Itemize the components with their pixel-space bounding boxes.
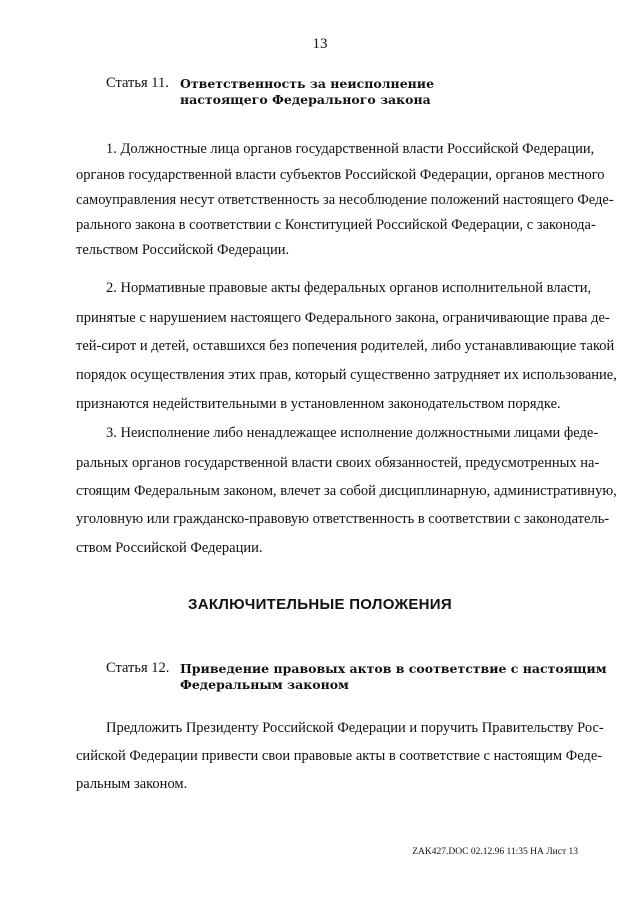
- text-line: стоящим Федеральным законом, влечет за собой дисциплинарную, административную,: [76, 483, 617, 499]
- text-line: ральных органов государственной власти своих обязанностей, предусмотренных на-: [76, 455, 600, 471]
- article-title-line: Приведение правовых актов в соответствие с настоящим: [180, 661, 607, 676]
- text-line: тей-сирот и детей, оставшихся без попечения родителей, либо устанавливающие такой: [76, 338, 615, 354]
- article-label: Статья 11.: [106, 75, 169, 91]
- text-line: принятые с нарушением настоящего Федерального закона, ограничивающие права де-: [76, 310, 610, 326]
- text-line: признаются недействительными в установленном законодательством порядке.: [76, 396, 561, 412]
- text-line: Предложить Президенту Российской Федерации и поручить Правительству Рос-: [106, 720, 604, 736]
- text-line: рального закона в соответствии с Конституцией Российской Федерации, с законода-: [76, 217, 596, 233]
- text-line: уголовную или гражданско-правовую ответственность в соответствии с законодатель-: [76, 511, 610, 527]
- section-heading: ЗАКЛЮЧИТЕЛЬНЫЕ ПОЛОЖЕНИЯ: [188, 596, 452, 613]
- text-line: ством Российской Федерации.: [76, 540, 263, 556]
- text-line: 1. Должностные лица органов государственной власти Российской Федерации,: [106, 141, 595, 157]
- text-line: сийской Федерации привести свои правовые акты в соответствие с настоящим Феде-: [76, 748, 603, 764]
- article-label: Статья 12.: [106, 660, 170, 676]
- text-line: самоуправления несут ответственность за несоблюдение положений настоящего Феде-: [76, 192, 614, 208]
- document-footer: ZAK427.DOC 02.12.96 11:35 НА Лист 13: [412, 847, 578, 857]
- text-line: 2. Нормативные правовые акты федеральных органов исполнительной власти,: [106, 280, 592, 296]
- article-title-line: настоящего Федерального закона: [180, 92, 431, 107]
- article-title-line: Ответственность за неисполнение: [180, 76, 435, 91]
- text-line: порядок осуществления этих прав, который существенно затрудняет их использование,: [76, 367, 617, 383]
- text-line: органов государственной власти субъектов Российской Федерации, органов местного: [76, 167, 605, 183]
- page-number: 13: [312, 36, 328, 52]
- text-line: 3. Неисполнение либо ненадлежащее исполнение должностными лицами феде-: [106, 425, 599, 441]
- article-title-line: Федеральным законом: [180, 677, 349, 692]
- text-line: тельством Российской Федерации.: [76, 242, 290, 258]
- text-line: ральным законом.: [76, 776, 188, 792]
